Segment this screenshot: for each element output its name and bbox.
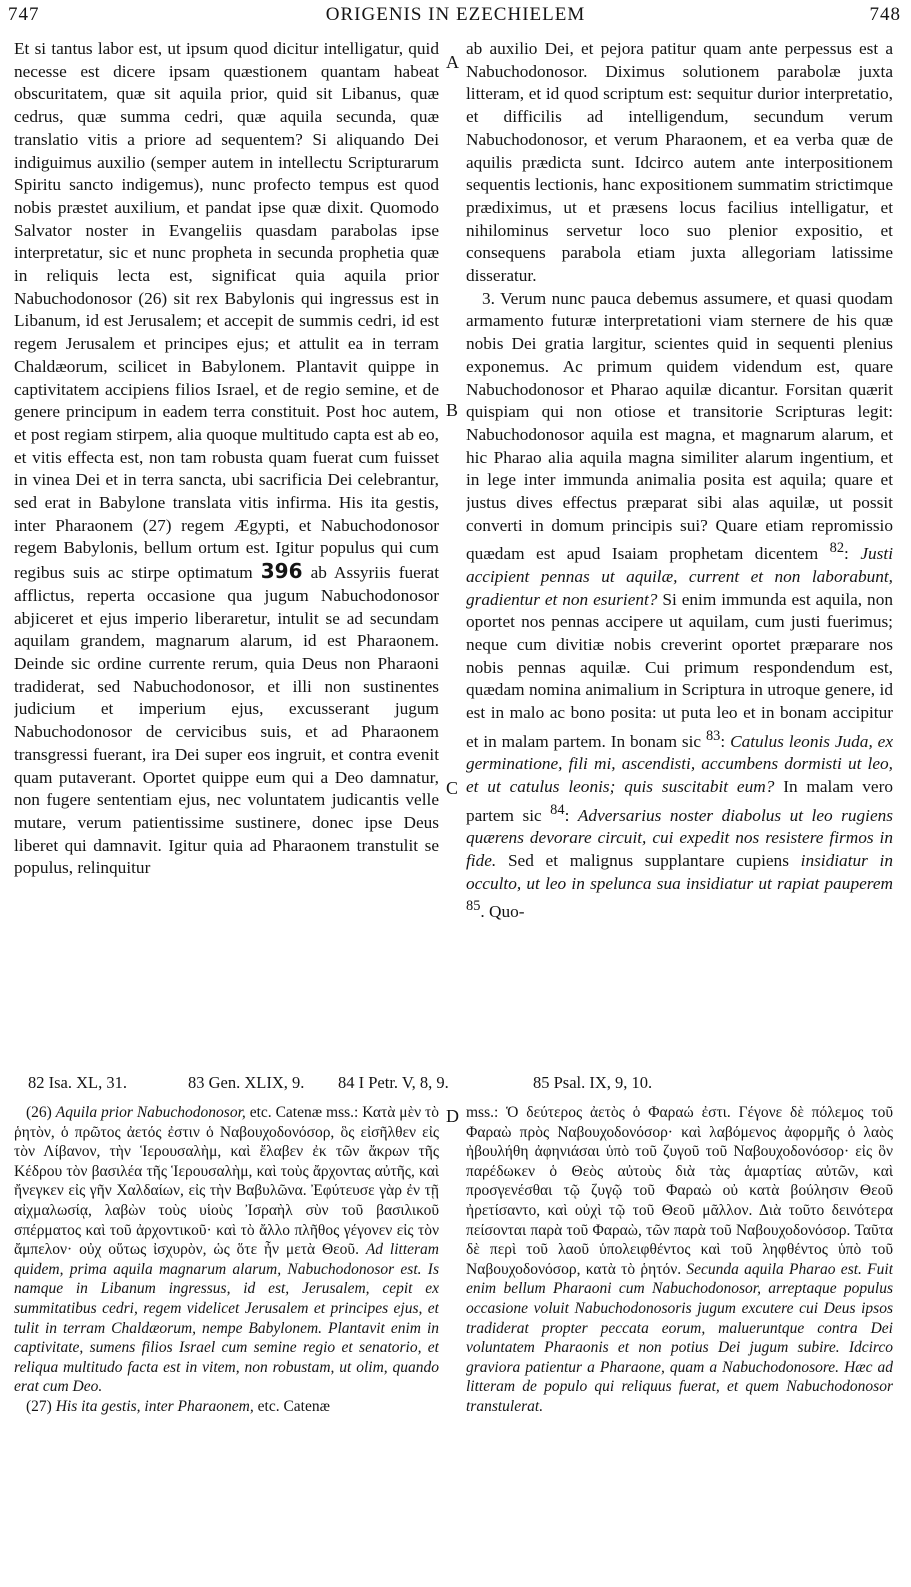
footnote-ref: 82 (829, 540, 845, 557)
latin-translation: Ad litteram quidem, prima aquila magnarum alarum, Nabuchodonosor est. Is namque in Libanum ingressus, id est, Jerusalem, cepit ex summitatibus cedri, regem videlicet Jerusalem et principes ejus, et tulit in terram Chaldæorum, nempe Babylonem. Plantavit enim in captivitate, sumens filios Israel cum semine regio et senatorio, et reliqua multitudo facta est in vitem, non robustam, ut olim, quando erat cum Deo. (14, 1241, 439, 1396)
note-27: (27) His ita gestis, inter Pharaonem, etc. Catenæ (26, 1397, 330, 1415)
page-marker: 396 (260, 559, 303, 584)
footnote-ref: 83 (705, 727, 721, 744)
scripture-quote: Catulus leonis Juda, ex germinatione, fili mi, ascendisti, accumbens dormisti ut leo, et ut catulus leonis; quis suscitabit eum? (466, 731, 893, 797)
note-26: (26) Aquila prior Nabuchodonosor, etc. Catenæ mss.: Κατὰ μὲν τὸ ῥητὸν, ὁ πρῶτος ἀετός ἐστιν ὁ Ναβουχοδονόσορ, ὃς εἰσῆλθεν εἰς τὸν Λίβανον, τὴν Ἱερουσαλὴμ, καὶ ἔλαβεν ἐκ τῶν ἄκρων τῆς Κέδρου τὸν βασιλέα τῆς Ἱερουσαλὴμ, καὶ τοὺς ἄρχοντας αὐτῆς, καὶ ἤνεγκεν εἰς γῆν Χαλδαίων, εἰς τὴν Βαβυλῶνα. Ἐφύτευσε γὰρ ἐν τῇ αἰχμαλωσίᾳ, λαβὼν τοὺς υἱοὺς Ἰσραὴλ σὺν τοῦ βασιλικοῦ σπέρματος καὶ τοῦ ἀρχοντικοῦ· καὶ τὸ ἄλλο πλῆθος γέγονεν εἰς τὸν ἄμπελον· οὐχ οὕτως ἰσχυρὸν, ὡς ὅτε ἦν μετὰ Θεοῦ. Ad litteram quidem, prima aquila magnarum alarum, Nabuchodonosor est. Is namque in Libanum ingressus, id est, Jerusalem, cepit ex summitatibus cedri, regem videlicet Jerusalem et principes ejus, et tulit in terram Chaldæorum, nempe Babylonem. Plantavit enim in captivitate, sumens filios Israel cum semine regio et senatorio, et reliqua multitudo facta est in vitem, non robustam, ut olim, quando erat cum Deo. (14, 1104, 439, 1396)
body-paragraph: ab auxilio Dei, et pejora patitur quam ante perpessus est a Nabuchodonosor. Diximus solutionem parabolæ juxta litteram, et id quod scriptum est: sequitur durior interpretatio, et difficilis ad intelligendum, secundum verum Nabuchodonosor, et verum Pharaonem, et ea verba quæ de aquilis prædicta sunt. Idcirco autem ante interpositionem sequentis lectionis, hanc expositionem summatim strictimque prædiximus, ut et præsens locus facilius intelligatur, et nihilominus servetur loco suo plenior expositio, et consequens parabola etiam juxta allegoriam latissime disseratur. (466, 39, 893, 286)
page-number-left: 747 (8, 4, 40, 25)
footnote: 85 Psal. IX, 9, 10. (533, 1073, 653, 1092)
running-header (0, 4, 911, 30)
margin-letter-b: B (446, 400, 459, 420)
footnote: 83 Gen. XLIX, 9. (188, 1073, 305, 1092)
scripture-quote: Adversarius noster diabolus ut leo rugiens quærens devorare circuit, cui expedit nos resistere firmos in fide. (466, 805, 893, 870)
notes-column-left (14, 1103, 439, 1581)
note-27-continued: mss.: Ὁ δεύτερος ἀετὸς ὁ Φαραώ ἐστι. Γέγονε δὲ πόλεμος τοῦ Φαραὼ πρὸς Ναβουχοδονόσορ· καὶ λαβόμενος ἀφορμῆς ὁ λαὸς ἠβουλήθη ἀφηνιάσαι ὑπὸ τοῦ ζυγοῦ τοῦ Ναβουχοδονόσορ· εἰς ὃν παρέδωκεν ὁ Θεὸς αὐτοὺς διὰ τὰς ἁμαρτίας αὐτῶν, καὶ προσγενέσθαι τῷ ζυγῷ τοῦ Φαραὼ οὐ κατὰ βούλησιν Θεοῦ ἠρετίσαντο, καὶ οὐχὶ τῷ τοῦ Θεοῦ μᾶλλον. Διὰ τοῦτο δεινότερα πείσονται παρὰ τοῦ Φαραὼ, τῶν παρὰ τοῦ Ναβουχοδονόσορ. Ταῦτα δὲ περὶ τοῦ λαοῦ ὑπολειφθέντος καὶ τοῦ ληφθέντος ὑπὸ τοῦ Ναβουχοδονόσορ, κατὰ τὸ ῥητόν. Secunda aquila Pharao est. Fuit enim bellum Pharaoni cum Nabuchodonosor, arreptaque populus occasione voluit Nabuchodonosoris jugum excutere cui Deus ipsos tradiderat propter peccata eorum, malueruntque contra Dei voluntatem Pharaonis et non potius Dei jugum subire. Idcirco graviora patientur a Pharaone, quam a Nabuchodonosore. Hæc ad litteram de populo qui reliquus fuerat, et quem Nabuchodonosor transtulerat. (466, 1104, 893, 1415)
main-column-left (14, 38, 439, 1068)
scripture-quote: Justi accipient pennas ut aquilæ, current et non laborabunt, gradientur et non esurient? (466, 544, 893, 609)
main-column-right (466, 38, 893, 1068)
body-paragraph: Et si tantus labor est, ut ipsum quod dicitur intelligatur, quid necesse est dicere ipsam quæstionem quantam habeat obscuritatem, quæ sit aquila prior, quid sit Libanus, quæ cedrus, quæ summa cedri, quæ aquila secunda, quæ translatio vitis a priore ad sequentem? Si aliquando Dei indiguimus auxilio (semper autem in intellectu Scripturarum Spiritu sancto indigemus), nunc profecto tempus est quod nobis præstet auxilium, et pandat ipse quæ dixit. Quomodo Salvator noster in Evangeliis quasdam parabolas ipse interpretatur, sic et nunc propheta in secunda prophetia quæ in reliquis lecta est, significat quia aquila prior Nabuchodonosor (26) sit rex Babylonis qui ingressus est in Libanum, id est Jerusalem; et accepit de summis cedri, id est regem Jerusalem et principes ejus; et attulit ea in terram Chaldæorum, scilicet in Babylonem. Plantavit quippe in captivitatem accipiens filios Israel, et de regio semine, et de genere principum in eadem terra constituit. Post hoc autem, et post regiam stirpem, alia quoque multitudo capta est ab eo, et vitis effecta est, non tam robusta quam fuerat cum fuisset in vinea Dei et in terra sancta, ubi sacrificia Dei celebrantur, sed erat in Babylone translata vitis infirma. His ita gestis, inter Pharaonem (27) regem Ægypti, et Nabuchodonosor regem Babylonis, bellum ortum est. Igitur populus qui cum regibus suis ac stirpe optimatum 396 ab Assyriis fuerat afflictus, reperta occasione qua jugum Nabuchodonosor abjiceret et ejus imperio liberaretur, intulit se ad secundam aquilam grandem, magnarum alarum, id est Pharaonem. Deinde sic ordine currente rerum, quia Deus non Pharaoni tradiderat, sed Nabuchodonosor, et illi non sustinentes judicium et imperium ejus, excusserant jugum Nabuchodonosor de cervicibus suis, et ad Pharaonem transgressi fuerant, ira Dei super eos ingruit, et contra evenit quam putaverant. Oportet quippe eum qui a Deo damnatur, non fugere sententiam ejus, nec voluntatem judicantis velle mutare, verum patientissime sustinere, donec ipse Deus liberet qui damnavit. Igitur quia ad Pharaonem transtulit se populus, relinquitur (14, 39, 439, 878)
latin-translation: Secunda aquila Pharao est. Fuit enim bellum Pharaoni cum Nabuchodonosor, arreptaque populus occasione voluit Nabuchodonosoris jugum excutere cui Deus ipsos tradiderat propter peccata eorum, malueruntque contra Dei voluntatem Pharaonis et non potius Dei jugum subire. Idcirco graviora patientur a Pharaone, quam a Nabuchodonosore. Hæc ad litteram de populo qui reliquus fuerat, et quem Nabuchodonosor transtulerat. (466, 1260, 893, 1415)
running-title: ORIGENIS IN EZECHIELEM (325, 4, 586, 25)
margin-letter-c: C (446, 778, 459, 798)
margin-letter-a: A (446, 52, 459, 72)
notes-column-right (466, 1103, 893, 1581)
margin-letter-d: D (446, 1106, 459, 1126)
footnote: 82 Isa. XL, 31. (28, 1073, 127, 1092)
greek-text: Ὁ δεύτερος ἀετὸς ὁ Φαραώ ἐστι. Γέγονε δὲ πόλεμος τοῦ Φαραὼ πρὸς Ναβουχοδονόσορ· καὶ λαβόμενος ἀφορμῆς ὁ λαὸς ἠβουλήθη ἀφηνιάσαι ὑπὸ τοῦ ζυγοῦ τοῦ Ναβουχοδονόσορ· εἰς ὃν παρέδωκεν ὁ Θεὸς αὐτοὺς διὰ τὰς ἁμαρτίας αὐτῶν, καὶ προσγενέσθαι τῷ ζυγῷ τοῦ Φαραὼ οὐ κατὰ βούλησιν Θεοῦ ἠρετίσαντο, καὶ οὐχὶ τῷ τοῦ Θεοῦ μᾶλλον. Διὰ τοῦτο δεινότερα πείσονται παρὰ τοῦ Φαραὼ, τῶν παρὰ τοῦ Ναβουχοδονόσορ. Ταῦτα δὲ περὶ τοῦ λαοῦ ὑπολειφθέντος καὶ τοῦ ληφθέντος ὑπὸ τοῦ Ναβουχοδονόσορ, κατὰ τὸ ῥητόν. (466, 1104, 893, 1278)
page-number-right: 748 (869, 4, 901, 25)
footnote-row (28, 1073, 888, 1097)
footnote-ref: 84 (550, 801, 565, 818)
footnote: 84 I Petr. V, 8, 9. (338, 1073, 449, 1092)
body-paragraph: 3. Verum nunc pauca debemus assumere, et quasi quodam armamento futuræ interpretationi viam sternere de his quæ nobis Dei gratia largitur, scientes quid in sequenti plenius exponemus. Ac primum quidem videndum est, quare Nabuchodonosor et Pharao aquilæ dicantur. Forsitan quærit quispiam qui non otiose et transitorie Scripturas legit: Nabuchodonosor aquila est magna, et magnarum alarum, et hic Pharao alia aquila magna similiter alarum ingentium, et in lege inter immunda animalia posita est aquila; quare et justus dives effectus præparat sibi alas aquilæ, ut possit converti in domum principis sui? Quare etiam repromissio quædam est apud Isaiam prophetam dicentem $^{82}$: Justi accipient pennas ut aquilæ, current et non laborabunt, gradientur et non esurient? Si enim immunda est aquila, non oportet nos pennas accipere ut aquilam, cum justi fuerimus; neque cum divitiæ nobis creverint oportet præparare nos nobis pennas aquilæ. Cui primum respondendum est, quædam nomina animalium in Scriptura in utroque genere, id est in malo ac bono posita: ut puta leo et in bonam accipitur et in malam partem. In bonam sic $^{83}$: Catulus leonis Juda, ex germinatione, fili mi, ascendisti, accumbens dormisti ut leo, et ut catulus leonis; quis suscitabit eum? In malam vero partem sic $^{84}$: Adversarius noster diabolus ut leo rugiens quærens devorare circuit, cui expedit nos resistere firmos in fide. Sed et malignus supplantare cupiens insidiatur in occulto, ut leo in spelunca sua insidiatur ut rapiat pauperem $^{85}$. Quo- (466, 288, 893, 922)
greek-text: Κατὰ μὲν τὸ ῥητὸν, ὁ πρῶτος ἀετός ἐστιν ὁ Ναβουχοδονόσορ, ὃς εἰσῆλθεν εἰς τὸν Λίβανον, τὴν Ἱερουσαλὴμ, καὶ ἔλαβεν ἐκ τῶν ἄκρων τῆς Κέδρου τὸν βασιλέα τῆς Ἱερουσαλὴμ, καὶ τοὺς ἄρχοντας αὐτῆς, καὶ ἤνεγκεν εἰς γῆν Χαλδαίων, εἰς τὴν Βαβυλῶνα. Ἐφύτευσε γὰρ ἐν τῇ αἰχμαλωσίᾳ, λαβὼν τοὺς υἱοὺς Ἰσραὴλ σὺν τοῦ βασιλικοῦ σπέρματος καὶ τοῦ ἀρχοντικοῦ· καὶ τὸ ἄλλο πλῆθος γέγονεν εἰς τὸν ἄμπελον· οὐχ οὕτως ἰσχυρὸν, ὡς ὅτε ἦν μετὰ Θεοῦ. (14, 1104, 439, 1259)
footnote-ref: 85 (466, 898, 481, 915)
scripture-quote: insidiatur in occulto, ut leo in spelunca sua insidiatur ut rapiat pauperem (466, 850, 893, 893)
